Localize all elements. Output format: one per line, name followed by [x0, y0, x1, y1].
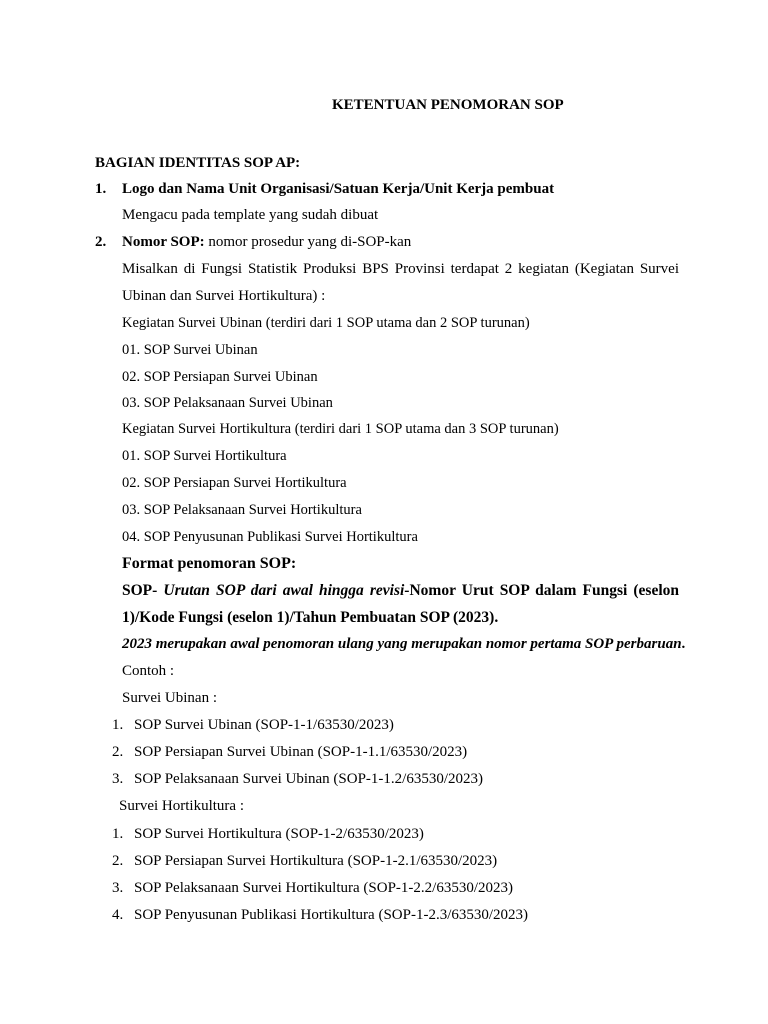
- horti-example-number: 1.: [112, 826, 124, 842]
- horti-intro: Kegiatan Survei Hortikultura (terdiri dari 1 SOP utama dan 3 SOP turunan): [122, 421, 559, 437]
- ubinan-list-item: 03. SOP Pelaksanaan Survei Ubinan: [122, 395, 333, 411]
- horti-list-item: 03. SOP Pelaksanaan Survei Hortikultura: [122, 502, 362, 518]
- horti-label: Survei Hortikultura :: [119, 798, 244, 814]
- horti-example-text: SOP Survei Hortikultura (SOP-1-2/63530/2023): [134, 826, 424, 842]
- ubinan-label: Survei Ubinan :: [122, 690, 217, 706]
- item2-heading-rest: nomor prosedur yang di-SOP-kan: [204, 234, 412, 250]
- format-heading: Format penomoran SOP:: [122, 555, 297, 572]
- item1-heading: Logo dan Nama Unit Organisasi/Satuan Kerja/Unit Kerja pembuat: [122, 181, 555, 197]
- item2-heading-bold: Nomor SOP:: [122, 234, 205, 250]
- ubinan-list-item: 01. SOP Survei Ubinan: [122, 342, 258, 358]
- format-note: [122, 635, 685, 653]
- horti-example-text: SOP Penyusunan Publikasi Hortikultura (SOP-1-2.3/63530/2023): [134, 907, 529, 923]
- horti-example-number: 2.: [112, 853, 124, 869]
- ubinan-example-number: 1.: [112, 717, 124, 733]
- horti-example-text: SOP Pelaksanaan Survei Hortikultura (SOP-1-2.2/63530/2023): [134, 880, 513, 896]
- format-note-text: 2023 merupakan awal penomoran ulang yang merupakan nomor pertama SOP perbaruan: [122, 636, 682, 652]
- format-line1-rest: -Nomor Urut SOP dalam Fungsi (eselon: [404, 582, 680, 599]
- format-note-end: .: [681, 636, 686, 652]
- ubinan-list-item: 02. SOP Persiapan Survei Ubinan: [122, 369, 318, 385]
- horti-example-number: 4.: [112, 907, 124, 923]
- item2-paragraph-line2: Ubinan dan Survei Hortikultura) :: [122, 288, 326, 304]
- section-heading: BAGIAN IDENTITAS SOP AP:: [95, 155, 301, 171]
- item2-number: 2.: [95, 234, 107, 250]
- horti-list-item: 01. SOP Survei Hortikultura: [122, 448, 287, 464]
- item1-text: Mengacu pada template yang sudah dibuat: [122, 207, 379, 223]
- horti-example-text: SOP Persiapan Survei Hortikultura (SOP-1-2.1/63530/2023): [134, 853, 498, 869]
- ubinan-intro: Kegiatan Survei Ubinan (terdiri dari 1 SOP utama dan 2 SOP turunan): [122, 315, 530, 331]
- ubinan-example-number: 2.: [112, 744, 124, 760]
- horti-example-number: 3.: [112, 880, 124, 896]
- ubinan-example-text: SOP Persiapan Survei Ubinan (SOP-1-1.1/63530/2023): [134, 744, 468, 760]
- ubinan-example-number: 3.: [112, 771, 124, 787]
- document-title: KETENTUAN PENOMORAN SOP: [332, 97, 564, 113]
- ubinan-example-text: SOP Survei Ubinan (SOP-1-1/63530/2023): [134, 717, 394, 733]
- horti-list-item: 02. SOP Persiapan Survei Hortikultura: [122, 475, 347, 491]
- ubinan-example-text: SOP Pelaksanaan Survei Ubinan (SOP-1-1.2/63530/2023): [134, 771, 483, 787]
- format-line1-italic: Urutan SOP dari awal hingga revisi: [163, 582, 405, 599]
- item1-number: 1.: [95, 181, 107, 197]
- contoh-label: Contoh :: [122, 663, 175, 679]
- format-line1: [122, 582, 679, 600]
- item2-paragraph-line1: Misalkan di Fungsi Statistik Produksi BPS Provinsi terdapat 2 kegiatan (Kegiatan Survei: [122, 261, 679, 277]
- format-line2: 1)/Kode Fungsi (eselon 1)/Tahun Pembuatan SOP (2023).: [122, 609, 499, 626]
- format-line1-prefix: SOP-: [122, 582, 158, 599]
- item2-heading: [122, 233, 411, 251]
- horti-list-item: 04. SOP Penyusunan Publikasi Survei Hortikultura: [122, 529, 418, 545]
